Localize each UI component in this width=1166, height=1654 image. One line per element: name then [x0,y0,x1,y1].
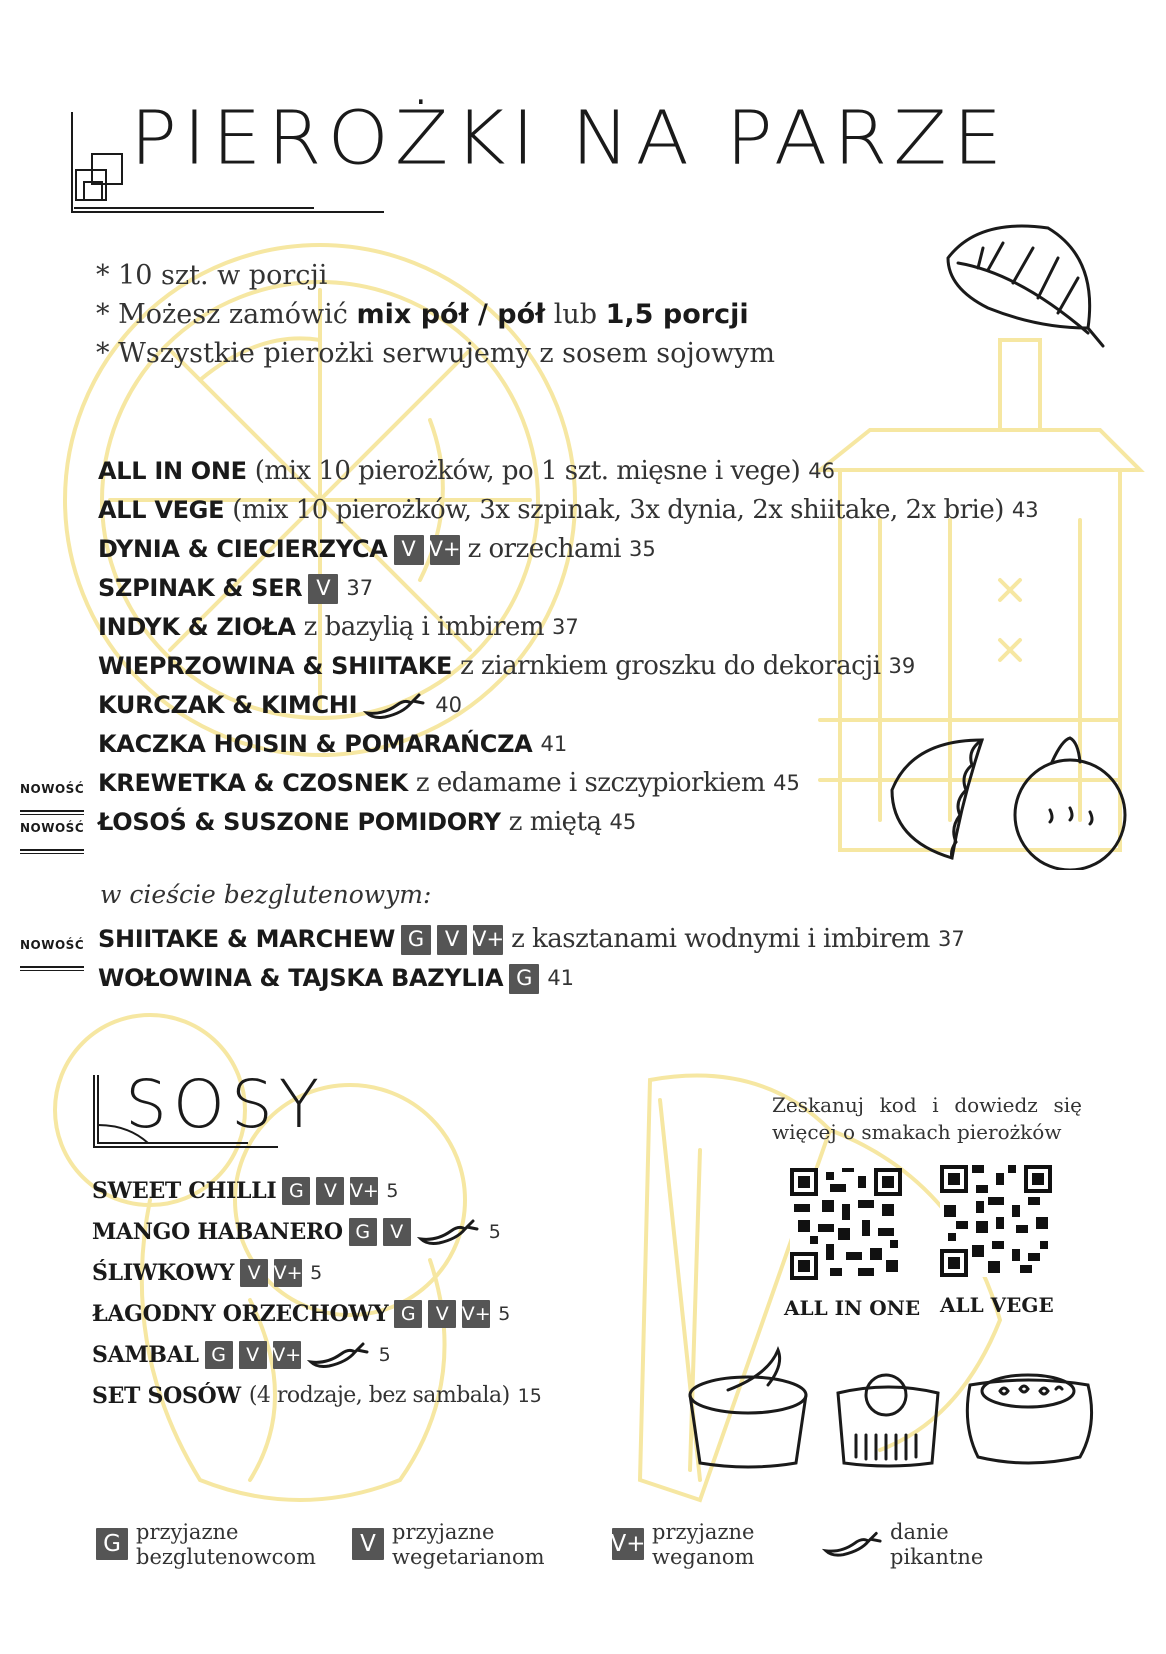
menu-item [98,959,1108,998]
new-label: NOWOŚĆ [20,809,84,851]
vegan-badge: V+ [273,1341,301,1369]
menu-item [98,452,1108,491]
menu-item [98,647,1108,686]
item-name: KURCZAK & KIMCHI [98,691,358,719]
qr-label-all-vege: ALL VEGE [940,1293,1054,1317]
vegetarian-badge: V [437,925,467,955]
legend-text: przyjazne [136,1520,239,1544]
gluten-free-badge: G [282,1177,310,1205]
gluten-free-badge: G [401,925,431,955]
qr-caption: Zeskanuj kod i dowiedz się więcej o smakach pierożków [772,1093,1082,1144]
note-mix-bold2: 1,5 porcji [605,299,749,330]
chili-icon [307,1340,371,1370]
sauce-name: SET SOSÓW [92,1382,241,1409]
leaf-icon [938,218,1108,358]
item-price: 37 [937,927,965,951]
sauce-item [92,1252,542,1293]
note-portion: * 10 szt. w porcji [96,260,328,291]
item-price: 37 [552,615,579,639]
item-name: ALL VEGE [98,496,225,524]
sauce-desc: (4 rodzaje, bez sambala) [248,1383,510,1408]
sauce-item [92,1293,542,1334]
legend-vegan [612,1520,754,1580]
vegan-badge: V+ [473,925,503,955]
item-price: 43 [1011,498,1039,522]
notes [96,256,775,373]
vegetarian-badge: V [308,574,338,604]
legend-vegetarian [352,1520,545,1580]
sauce-item [92,1375,542,1416]
note-mix-mid: lub [545,299,606,330]
item-price: 45 [773,771,800,795]
vegan-badge: V+ [430,535,460,565]
legend-text: przyjazne [392,1520,495,1544]
vegan-badge: V+ [350,1177,378,1205]
menu-item [98,491,1108,530]
legend-text: wegetarianom [392,1545,545,1569]
vegetarian-badge: V [394,535,424,565]
sauce-price: 5 [488,1220,501,1243]
legend-text: przyjazne [652,1520,755,1544]
vegetarian-badge: V [240,1259,268,1287]
menu-item [98,569,1108,608]
item-name: ALL IN ONE [98,457,247,485]
item-name: SZPINAK & SER [98,574,303,602]
legend-spicy [822,1520,983,1580]
note-mix [96,295,775,334]
vegetarian-badge: V [428,1300,456,1328]
sauce-name: SWEET CHILLI [92,1177,277,1204]
page-title: PIEROŻKI NA PARZE [130,96,1009,182]
item-desc: z kasztanami wodnymi i imbirem [511,924,930,954]
qr-code-icon[interactable] [940,1165,1052,1277]
vegan-badge: V+ [274,1259,302,1287]
chili-icon [363,691,427,721]
chili-icon [822,1526,884,1562]
sauce-name: MANGO HABANERO [92,1218,343,1245]
sauce-price: 5 [378,1343,391,1366]
qr-label-all-in-one: ALL IN ONE [784,1296,921,1320]
item-desc: (mix 10 pierożków, 3x szpinak, 3x dynia, 2x shiitake, 2x brie) [232,495,1004,525]
vegetarian-badge: V [239,1341,267,1369]
item-price: 46 [808,459,835,483]
item-desc: (mix 10 pierożków, po 1 szt. mięsne i vege) [254,456,801,486]
item-name: WOŁOWINA & TAJSKA BAZYLIA [98,964,504,992]
gluten-free-badge: G [205,1341,233,1369]
gluten-free-badge: G [509,964,539,994]
gluten-free-list [20,920,1108,998]
menu-item [98,530,1108,569]
item-name: SHIITAKE & MARCHEW [98,925,396,953]
item-price: 37 [346,576,374,600]
sauce-name: SAMBAL [92,1341,199,1368]
gluten-free-badge: G [349,1218,377,1246]
item-price: 40 [435,693,462,717]
item-name: ŁOSOŚ & SUSZONE POMIDORY [98,808,501,836]
menu-item [98,608,1108,647]
sauce-price: 5 [310,1261,323,1284]
vegetarian-badge: V [352,1528,384,1560]
sauce-price: 15 [517,1384,542,1407]
legend-text: weganom [652,1545,755,1569]
note-mix-pre: * Możesz zamówić [96,299,357,330]
gluten-free-heading: w cieście bezglutenowym: [100,880,432,909]
sauce-bowl-icon [688,1345,1108,1475]
item-price: 39 [888,654,916,678]
item-name: KREWETKA & CZOSNEK [98,769,408,797]
note-soy: * Wszystkie pierożki serwujemy z sosem sojowym [96,338,775,369]
sauce-price: 5 [386,1179,399,1202]
vegan-badge: V+ [462,1300,490,1328]
gluten-free-badge: G [394,1300,422,1328]
item-desc: z edamame i szczypiorkiem [415,768,766,798]
legend-text: pikantne [890,1545,984,1569]
item-name: KACZKA HOISIN & POMARAŃCZA [98,730,533,758]
item-price: 35 [628,537,656,561]
vegetarian-badge: V [383,1218,411,1246]
menu-item [98,686,1108,725]
item-name: WIEPRZOWINA & SHIITAKE [98,652,453,680]
gluten-free-badge: G [96,1528,128,1560]
note-mix-bold1: mix pół / pół [356,299,546,330]
sauce-item [92,1334,542,1375]
sauces-title: SOSY [125,1066,326,1143]
item-desc: z ziarnkiem groszku do dekoracji [460,651,881,681]
item-desc: z orzechami [467,534,621,564]
menu-item [20,920,1108,959]
item-price: 45 [609,810,637,834]
chili-icon [417,1217,481,1247]
sauce-item [92,1211,542,1252]
legend-text: danie [890,1520,949,1544]
sauce-item [92,1170,542,1211]
legend-gluten-free [96,1520,316,1580]
new-label: NOWOŚĆ [20,926,84,968]
item-price: 41 [540,732,568,756]
item-price: 41 [547,966,575,990]
sauce-price: 5 [498,1302,511,1325]
sauce-name: ŁAGODNY ORZECHOWY [92,1300,389,1327]
item-name: DYNIA & CIECIERZYCA [98,535,388,563]
vegetarian-badge: V [316,1177,344,1205]
legend-text: bezglutenowcom [136,1545,316,1569]
sauce-list [92,1170,542,1416]
sauce-name: ŚLIWKOWY [92,1259,235,1286]
new-label: NOWOŚĆ [20,770,84,812]
vegan-badge: V+ [612,1528,644,1560]
item-desc: z bazylią i imbirem [303,612,545,642]
dumpling-icon [882,730,1132,870]
item-desc: z miętą [508,807,602,837]
qr-code-icon[interactable] [790,1168,902,1280]
item-name: INDYK & ZIOŁA [98,613,296,641]
